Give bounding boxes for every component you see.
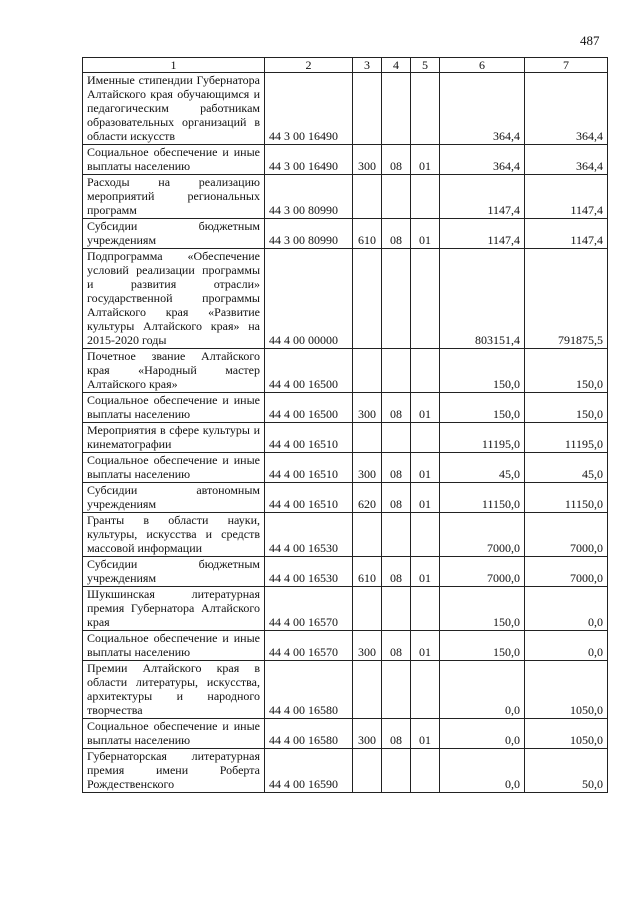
amount-cell-year1: 0,0 <box>440 719 525 749</box>
expense-type-cell <box>353 423 382 453</box>
expense-type-cell <box>353 661 382 719</box>
subsection-cell <box>411 661 440 719</box>
amount-cell-year2: 1147,4 <box>525 175 608 219</box>
column-header: 7 <box>525 58 608 73</box>
section-cell: 08 <box>382 393 411 423</box>
expense-type-cell: 300 <box>353 631 382 661</box>
table-row <box>83 719 608 749</box>
subsection-cell <box>411 587 440 631</box>
amount-cell-year1: 1147,4 <box>440 175 525 219</box>
expense-type-cell: 300 <box>353 145 382 175</box>
section-cell: 08 <box>382 145 411 175</box>
table-row <box>83 145 608 175</box>
expense-type-cell <box>353 73 382 145</box>
subsection-cell <box>411 349 440 393</box>
row-name-cell: Мероприятия в сфере культуры и кинематографии <box>83 423 265 453</box>
target-code-cell: 44 4 00 16510 <box>265 423 353 453</box>
expense-type-cell: 300 <box>353 393 382 423</box>
amount-cell-year1: 7000,0 <box>440 557 525 587</box>
column-header: 4 <box>382 58 411 73</box>
table-row <box>83 349 608 393</box>
expense-type-cell: 610 <box>353 219 382 249</box>
column-header: 6 <box>440 58 525 73</box>
table-row <box>83 557 608 587</box>
expense-type-cell <box>353 349 382 393</box>
budget-table <box>82 57 608 793</box>
row-name-cell: Субсидии автономным учреждениям <box>83 483 265 513</box>
section-cell: 08 <box>382 631 411 661</box>
subsection-cell: 01 <box>411 453 440 483</box>
amount-cell-year1: 150,0 <box>440 631 525 661</box>
expense-type-cell: 300 <box>353 719 382 749</box>
row-name-cell: Субсидии бюджетным учреждениям <box>83 219 265 249</box>
section-cell <box>382 349 411 393</box>
amount-cell-year2: 364,4 <box>525 73 608 145</box>
row-name-cell: Социальное обеспечение и иные выплаты населению <box>83 719 265 749</box>
expense-type-cell <box>353 749 382 793</box>
amount-cell-year1: 803151,4 <box>440 249 525 349</box>
target-code-cell: 44 4 00 16510 <box>265 453 353 483</box>
row-name-cell: Подпрограмма «Обеспечение условий реализации программы и развития отрасли» государственной программы Алтайского края «Развитие культуры Алтайского края» на 2015-2020 годы <box>83 249 265 349</box>
table-row <box>83 631 608 661</box>
row-name-cell: Именные стипендии Губернатора Алтайского края обучающимся и педагогическим работникам образовательных организаций в области искусств <box>83 73 265 145</box>
expense-type-cell <box>353 249 382 349</box>
table-row <box>83 249 608 349</box>
expense-type-cell: 300 <box>353 453 382 483</box>
section-cell <box>382 587 411 631</box>
section-cell <box>382 749 411 793</box>
subsection-cell <box>411 749 440 793</box>
amount-cell-year1: 150,0 <box>440 349 525 393</box>
target-code-cell: 44 3 00 16490 <box>265 145 353 175</box>
table-header-row <box>83 58 608 73</box>
subsection-cell: 01 <box>411 393 440 423</box>
subsection-cell: 01 <box>411 631 440 661</box>
column-header: 3 <box>353 58 382 73</box>
section-cell: 08 <box>382 453 411 483</box>
table-row <box>83 587 608 631</box>
row-name-cell: Социальное обеспечение и иные выплаты населению <box>83 393 265 423</box>
amount-cell-year1: 45,0 <box>440 453 525 483</box>
subsection-cell <box>411 73 440 145</box>
row-name-cell: Социальное обеспечение и иные выплаты населению <box>83 453 265 483</box>
expense-type-cell: 610 <box>353 557 382 587</box>
subsection-cell <box>411 513 440 557</box>
section-cell <box>382 661 411 719</box>
target-code-cell: 44 4 00 16590 <box>265 749 353 793</box>
column-header: 5 <box>411 58 440 73</box>
subsection-cell: 01 <box>411 145 440 175</box>
row-name-cell: Почетное звание Алтайского края «Народный мастер Алтайского края» <box>83 349 265 393</box>
row-name-cell: Социальное обеспечение и иные выплаты населению <box>83 631 265 661</box>
row-name-cell: Шукшинская литературная премия Губернатора Алтайского края <box>83 587 265 631</box>
expense-type-cell: 620 <box>353 483 382 513</box>
amount-cell-year1: 364,4 <box>440 145 525 175</box>
target-code-cell: 44 3 00 80990 <box>265 175 353 219</box>
amount-cell-year2: 150,0 <box>525 349 608 393</box>
section-cell <box>382 513 411 557</box>
amount-cell-year1: 11150,0 <box>440 483 525 513</box>
section-cell: 08 <box>382 219 411 249</box>
table-row <box>83 453 608 483</box>
section-cell <box>382 73 411 145</box>
section-cell: 08 <box>382 719 411 749</box>
target-code-cell: 44 4 00 00000 <box>265 249 353 349</box>
amount-cell-year2: 7000,0 <box>525 513 608 557</box>
subsection-cell <box>411 423 440 453</box>
amount-cell-year1: 7000,0 <box>440 513 525 557</box>
subsection-cell <box>411 249 440 349</box>
target-code-cell: 44 3 00 80990 <box>265 219 353 249</box>
table-row <box>83 393 608 423</box>
amount-cell-year1: 1147,4 <box>440 219 525 249</box>
amount-cell-year2: 50,0 <box>525 749 608 793</box>
amount-cell-year1: 0,0 <box>440 749 525 793</box>
amount-cell-year1: 364,4 <box>440 73 525 145</box>
amount-cell-year1: 11195,0 <box>440 423 525 453</box>
table-row <box>83 661 608 719</box>
table-row <box>83 749 608 793</box>
subsection-cell: 01 <box>411 719 440 749</box>
section-cell: 08 <box>382 557 411 587</box>
target-code-cell: 44 4 00 16530 <box>265 513 353 557</box>
column-header: 2 <box>265 58 353 73</box>
target-code-cell: 44 4 00 16580 <box>265 661 353 719</box>
target-code-cell: 44 4 00 16570 <box>265 587 353 631</box>
section-cell <box>382 249 411 349</box>
target-code-cell: 44 4 00 16580 <box>265 719 353 749</box>
row-name-cell: Гранты в области науки, культуры, искусства и средств массовой информации <box>83 513 265 557</box>
page-number: 487 <box>580 33 600 48</box>
table-row <box>83 73 608 145</box>
target-code-cell: 44 4 00 16500 <box>265 393 353 423</box>
table-row <box>83 483 608 513</box>
row-name-cell: Субсидии бюджетным учреждениям <box>83 557 265 587</box>
amount-cell-year2: 45,0 <box>525 453 608 483</box>
row-name-cell: Расходы на реализацию мероприятий региональных программ <box>83 175 265 219</box>
amount-cell-year2: 1050,0 <box>525 719 608 749</box>
amount-cell-year2: 150,0 <box>525 393 608 423</box>
row-name-cell: Премии Алтайского края в области литературы, искусства, архитектуры и народного творчества <box>83 661 265 719</box>
amount-cell-year1: 0,0 <box>440 661 525 719</box>
table-row <box>83 219 608 249</box>
amount-cell-year2: 11195,0 <box>525 423 608 453</box>
amount-cell-year1: 150,0 <box>440 393 525 423</box>
subsection-cell: 01 <box>411 219 440 249</box>
subsection-cell: 01 <box>411 557 440 587</box>
section-cell: 08 <box>382 483 411 513</box>
amount-cell-year2: 364,4 <box>525 145 608 175</box>
table-row <box>83 423 608 453</box>
amount-cell-year2: 11150,0 <box>525 483 608 513</box>
row-name-cell: Социальное обеспечение и иные выплаты населению <box>83 145 265 175</box>
amount-cell-year2: 1050,0 <box>525 661 608 719</box>
row-name-cell: Губернаторская литературная премия имени Роберта Рождественского <box>83 749 265 793</box>
subsection-cell: 01 <box>411 483 440 513</box>
amount-cell-year2: 7000,0 <box>525 557 608 587</box>
target-code-cell: 44 3 00 16490 <box>265 73 353 145</box>
column-header: 1 <box>83 58 265 73</box>
subsection-cell <box>411 175 440 219</box>
amount-cell-year2: 0,0 <box>525 587 608 631</box>
target-code-cell: 44 4 00 16510 <box>265 483 353 513</box>
section-cell <box>382 175 411 219</box>
amount-cell-year2: 1147,4 <box>525 219 608 249</box>
expense-type-cell <box>353 513 382 557</box>
expense-type-cell <box>353 175 382 219</box>
table-row <box>83 513 608 557</box>
amount-cell-year2: 791875,5 <box>525 249 608 349</box>
section-cell <box>382 423 411 453</box>
target-code-cell: 44 4 00 16500 <box>265 349 353 393</box>
target-code-cell: 44 4 00 16570 <box>265 631 353 661</box>
table-row <box>83 175 608 219</box>
expense-type-cell <box>353 587 382 631</box>
amount-cell-year2: 0,0 <box>525 631 608 661</box>
target-code-cell: 44 4 00 16530 <box>265 557 353 587</box>
amount-cell-year1: 150,0 <box>440 587 525 631</box>
